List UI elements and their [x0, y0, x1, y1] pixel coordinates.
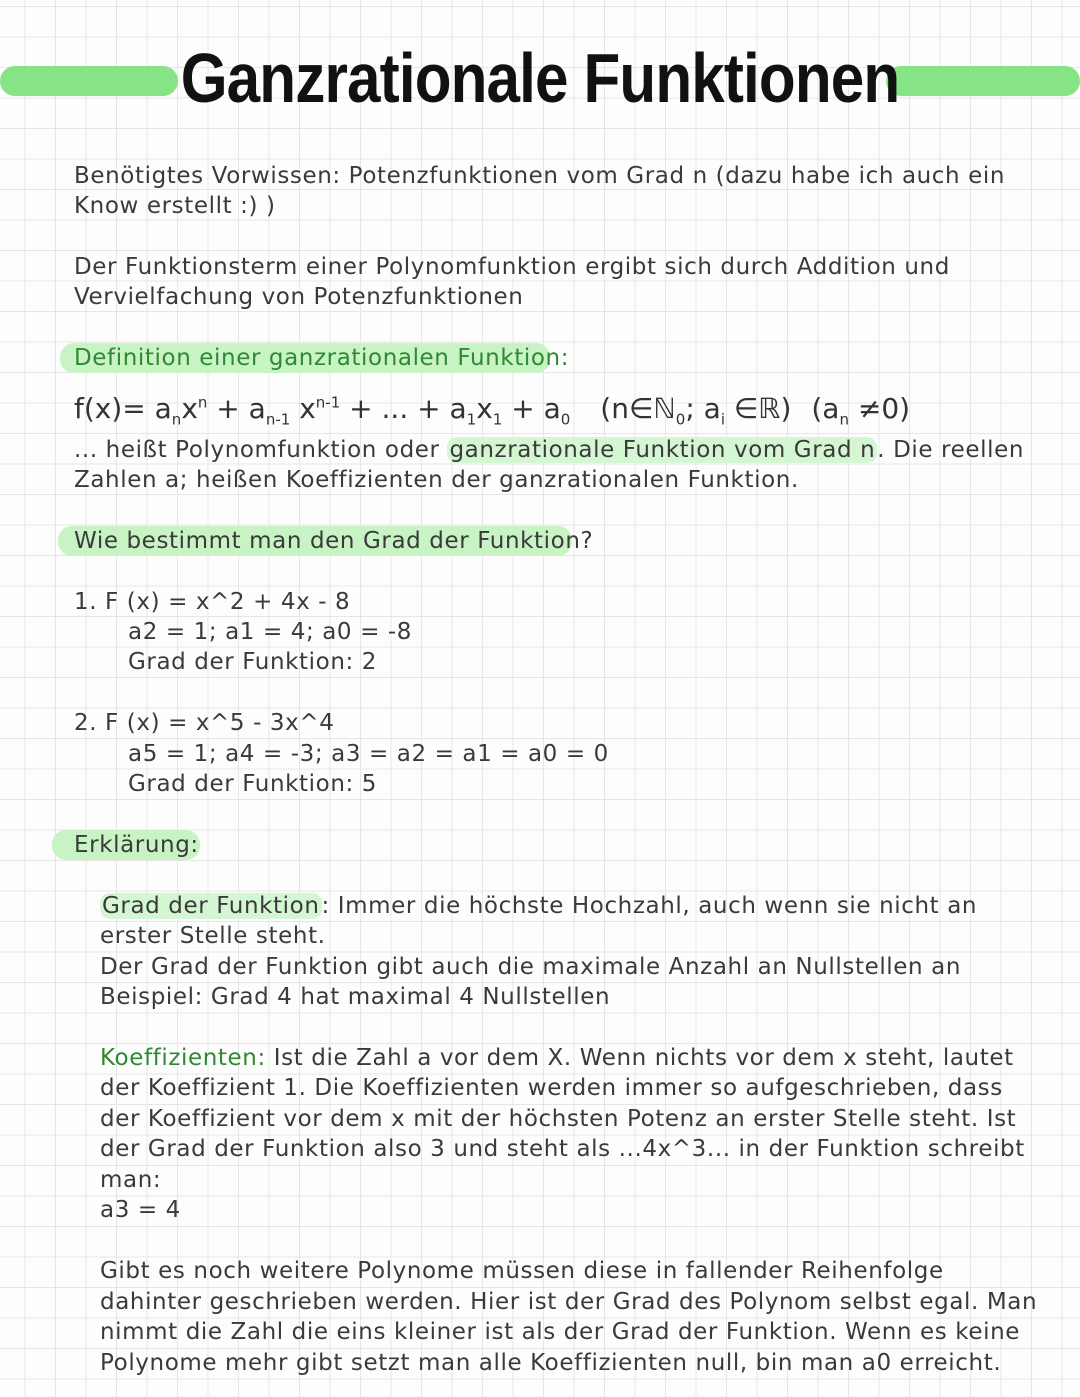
example-1-degree: Grad der Funktion: 2: [128, 649, 377, 675]
example-2-function: 2. F (x) = x^5 - 3x^4: [74, 710, 335, 736]
polynomial-formula: $f(x)= a_nx^n + a_{n-1}$ $x^{n-1}$ + ... + $a_1x_1 + a_0$ (n∈ℕ$_0$; $a_i$ ∈ℝ) $(a_n \ne 0)$: [74, 392, 911, 429]
para2-line-2: Vervielfachung von Potenzfunktionen: [74, 284, 524, 310]
definition-heading: Definition einer ganzrationalen Funktion:: [74, 345, 570, 371]
poly-explanation-line-2: dahinter geschrieben werden. Hier ist der Grad des Polynom selbst egal. Man: [100, 1289, 1038, 1315]
definition-text-2: Zahlen a; heißen Koeffizienten der ganzrationalen Funktion.: [74, 467, 799, 493]
grad-explanation-line-1: Grad der Funktion: Immer die höchste Hochzahl, auch wenn sie nicht an: [102, 893, 978, 919]
example-2-coefficients: a5 = 1; a4 = -3; a3 = a2 = a1 = a0 = 0: [128, 741, 609, 767]
example-1-coefficients: a2 = 1; a1 = 4; a0 = -8: [128, 619, 412, 645]
example-1-function: 1. F (x) = x^2 + 4x - 8: [74, 589, 351, 615]
definition-text-1: ... heißt Polynomfunktion oder ganzrationale Funktion vom Grad n. Die reellen: [74, 437, 1025, 463]
koeff-explanation-line-3: der Koeffizient vor dem x mit der höchsten Potenz an erster Stelle steht. Ist: [100, 1106, 1017, 1132]
intro-line-2: Know erstellt :) ): [74, 193, 276, 219]
page-title: Ganzrationale Funktionen: [180, 39, 900, 117]
koeff-explanation-line-4: der Grad der Funktion also 3 und steht als ...4x^3... in der Funktion schreibt: [100, 1136, 1025, 1162]
grad-explanation-line-3: Der Grad der Funktion gibt auch die maximale Anzahl an Nullstellen an: [100, 954, 962, 980]
poly-explanation-line-4: Polynome mehr gibt setzt man alle Koeffizienten null, bin man a0 erreicht.: [100, 1350, 1002, 1376]
intro-line-1: Benötigtes Vorwissen: Potenzfunktionen vom Grad n (dazu habe ich auch ein: [74, 163, 1006, 189]
grad-explanation-line-4: Beispiel: Grad 4 hat maximal 4 Nullstellen: [100, 984, 611, 1010]
koeff-explanation-line-1: Koeffizienten: Ist die Zahl a vor dem X. Wenn nichts vor dem x steht, lautet: [100, 1045, 1014, 1071]
poly-explanation-line-1: Gibt es noch weitere Polynome müssen diese in fallender Reihenfolge: [100, 1258, 944, 1284]
grad-question-heading: Wie bestimmt man den Grad der Funktion?: [74, 528, 594, 554]
para2-line-1: Der Funktionsterm einer Polynomfunktion ergibt sich durch Addition und: [74, 254, 950, 280]
grad-explanation-line-2: erster Stelle steht.: [100, 923, 326, 949]
grad-label: Grad der Funktion: [102, 893, 320, 919]
definition-term-highlight: ganzrationale Funktion vom Grad n: [449, 437, 876, 463]
koeff-label: Koeffizienten:: [100, 1045, 266, 1071]
koeff-explanation-line-2: der Koeffizient 1. Die Koeffizienten werden immer so aufgeschrieben, dass: [100, 1075, 1003, 1101]
poly-explanation-line-3: nimmt die Zahl die eins kleiner ist als der Grad der Funktion. Wenn es keine: [100, 1319, 1021, 1345]
koeff-explanation-line-5: man:: [100, 1167, 162, 1193]
example-2-degree: Grad der Funktion: 5: [128, 771, 377, 797]
erklaerung-heading: Erklärung:: [74, 832, 199, 858]
koeff-explanation-line-6: a3 = 4: [100, 1197, 181, 1223]
